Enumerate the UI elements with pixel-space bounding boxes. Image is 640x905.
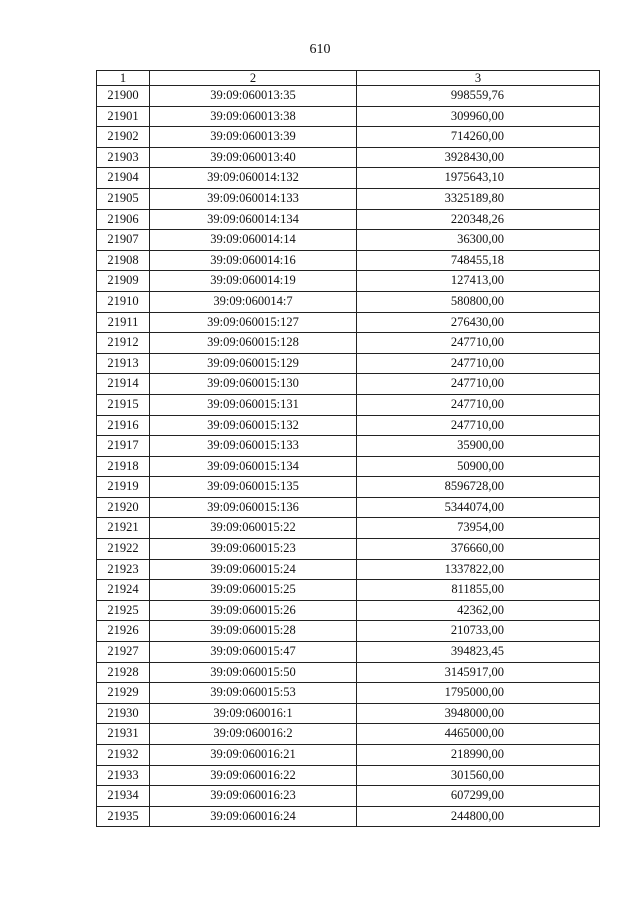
table-header-row bbox=[97, 71, 600, 86]
value-cell: 50900,00 bbox=[357, 456, 600, 477]
table-row bbox=[97, 353, 600, 374]
row-number-cell: 21918 bbox=[97, 456, 150, 477]
row-number-cell: 21902 bbox=[97, 127, 150, 148]
row-number-cell: 21915 bbox=[97, 394, 150, 415]
value-cell: 36300,00 bbox=[357, 230, 600, 251]
row-number-cell: 21914 bbox=[97, 374, 150, 395]
value-cell: 244800,00 bbox=[357, 806, 600, 827]
value-cell: 35900,00 bbox=[357, 436, 600, 457]
page-number: 610 bbox=[309, 42, 331, 57]
table-row bbox=[97, 580, 600, 601]
table-row bbox=[97, 436, 600, 457]
table-row bbox=[97, 209, 600, 230]
row-number-cell: 21933 bbox=[97, 765, 150, 786]
row-number-cell: 21923 bbox=[97, 559, 150, 580]
value-cell: 247710,00 bbox=[357, 333, 600, 354]
row-number-cell: 21907 bbox=[97, 230, 150, 251]
value-cell: 73954,00 bbox=[357, 518, 600, 539]
cadastral-number-cell: 39:09:060015:47 bbox=[150, 642, 357, 663]
cadastral-number-cell: 39:09:060015:28 bbox=[150, 621, 357, 642]
table-row bbox=[97, 333, 600, 354]
value-cell: 811855,00 bbox=[357, 580, 600, 601]
cadastral-number-cell: 39:09:060014:16 bbox=[150, 250, 357, 271]
table-row bbox=[97, 662, 600, 683]
table-row bbox=[97, 477, 600, 498]
row-number-cell: 21934 bbox=[97, 786, 150, 807]
cadastral-number-cell: 39:09:060015:136 bbox=[150, 497, 357, 518]
table-body bbox=[97, 86, 600, 827]
cadastral-number-cell: 39:09:060016:1 bbox=[150, 703, 357, 724]
cadastral-number-cell: 39:09:060015:26 bbox=[150, 600, 357, 621]
value-cell: 1337822,00 bbox=[357, 559, 600, 580]
table-row bbox=[97, 127, 600, 148]
cadastral-number-cell: 39:09:060015:127 bbox=[150, 312, 357, 333]
cadastral-number-cell: 39:09:060015:53 bbox=[150, 683, 357, 704]
value-cell: 301560,00 bbox=[357, 765, 600, 786]
cadastral-number-cell: 39:09:060015:128 bbox=[150, 333, 357, 354]
row-number-cell: 21935 bbox=[97, 806, 150, 827]
value-cell: 247710,00 bbox=[357, 353, 600, 374]
cadastral-number-cell: 39:09:060015:130 bbox=[150, 374, 357, 395]
cadastral-number-cell: 39:09:060015:132 bbox=[150, 415, 357, 436]
table-row bbox=[97, 250, 600, 271]
row-number-cell: 21921 bbox=[97, 518, 150, 539]
cadastral-number-cell: 39:09:060014:14 bbox=[150, 230, 357, 251]
value-cell: 607299,00 bbox=[357, 786, 600, 807]
table-row bbox=[97, 456, 600, 477]
table-row bbox=[97, 230, 600, 251]
column-header-1: 1 bbox=[97, 71, 150, 86]
value-cell: 247710,00 bbox=[357, 374, 600, 395]
cadastral-number-cell: 39:09:060015:133 bbox=[150, 436, 357, 457]
table-row bbox=[97, 806, 600, 827]
cadastral-number-cell: 39:09:060015:135 bbox=[150, 477, 357, 498]
value-cell: 220348,26 bbox=[357, 209, 600, 230]
row-number-cell: 21916 bbox=[97, 415, 150, 436]
cadastral-number-cell: 39:09:060013:38 bbox=[150, 106, 357, 127]
row-number-cell: 21910 bbox=[97, 291, 150, 312]
value-cell: 394823,45 bbox=[357, 642, 600, 663]
cadastral-value-table bbox=[96, 70, 600, 827]
cadastral-number-cell: 39:09:060015:50 bbox=[150, 662, 357, 683]
row-number-cell: 21926 bbox=[97, 621, 150, 642]
table-row bbox=[97, 147, 600, 168]
cadastral-number-cell: 39:09:060015:129 bbox=[150, 353, 357, 374]
table-row bbox=[97, 765, 600, 786]
row-number-cell: 21900 bbox=[97, 86, 150, 107]
table-row bbox=[97, 86, 600, 107]
table-row bbox=[97, 374, 600, 395]
cadastral-number-cell: 39:09:060015:25 bbox=[150, 580, 357, 601]
cadastral-number-cell: 39:09:060014:19 bbox=[150, 271, 357, 292]
row-number-cell: 21917 bbox=[97, 436, 150, 457]
row-number-cell: 21931 bbox=[97, 724, 150, 745]
cadastral-number-cell: 39:09:060014:134 bbox=[150, 209, 357, 230]
value-cell: 714260,00 bbox=[357, 127, 600, 148]
cadastral-number-cell: 39:09:060016:24 bbox=[150, 806, 357, 827]
value-cell: 1795000,00 bbox=[357, 683, 600, 704]
value-cell: 218990,00 bbox=[357, 745, 600, 766]
value-cell: 5344074,00 bbox=[357, 497, 600, 518]
table-row bbox=[97, 188, 600, 209]
value-cell: 998559,76 bbox=[357, 86, 600, 107]
cadastral-number-cell: 39:09:060015:24 bbox=[150, 559, 357, 580]
table-row bbox=[97, 168, 600, 189]
row-number-cell: 21912 bbox=[97, 333, 150, 354]
row-number-cell: 21930 bbox=[97, 703, 150, 724]
row-number-cell: 21932 bbox=[97, 745, 150, 766]
value-cell: 276430,00 bbox=[357, 312, 600, 333]
table-row bbox=[97, 786, 600, 807]
row-number-cell: 21904 bbox=[97, 168, 150, 189]
cadastral-number-cell: 39:09:060013:35 bbox=[150, 86, 357, 107]
table-row bbox=[97, 291, 600, 312]
table-row bbox=[97, 642, 600, 663]
row-number-cell: 21903 bbox=[97, 147, 150, 168]
row-number-cell: 21919 bbox=[97, 477, 150, 498]
table-row bbox=[97, 703, 600, 724]
table-row bbox=[97, 600, 600, 621]
row-number-cell: 21909 bbox=[97, 271, 150, 292]
cadastral-number-cell: 39:09:060016:21 bbox=[150, 745, 357, 766]
row-number-cell: 21927 bbox=[97, 642, 150, 663]
cadastral-number-cell: 39:09:060015:22 bbox=[150, 518, 357, 539]
value-cell: 247710,00 bbox=[357, 415, 600, 436]
value-cell: 3145917,00 bbox=[357, 662, 600, 683]
value-cell: 42362,00 bbox=[357, 600, 600, 621]
cadastral-number-cell: 39:09:060016:2 bbox=[150, 724, 357, 745]
value-cell: 247710,00 bbox=[357, 394, 600, 415]
cadastral-number-cell: 39:09:060014:133 bbox=[150, 188, 357, 209]
row-number-cell: 21908 bbox=[97, 250, 150, 271]
table-row bbox=[97, 518, 600, 539]
column-header-3: 3 bbox=[357, 71, 600, 86]
cadastral-number-cell: 39:09:060013:40 bbox=[150, 147, 357, 168]
value-cell: 1975643,10 bbox=[357, 168, 600, 189]
row-number-cell: 21913 bbox=[97, 353, 150, 374]
cadastral-number-cell: 39:09:060015:134 bbox=[150, 456, 357, 477]
cadastral-number-cell: 39:09:060014:7 bbox=[150, 291, 357, 312]
table-row bbox=[97, 621, 600, 642]
cadastral-number-cell: 39:09:060016:23 bbox=[150, 786, 357, 807]
table-row bbox=[97, 415, 600, 436]
table-row bbox=[97, 724, 600, 745]
cadastral-number-cell: 39:09:060016:22 bbox=[150, 765, 357, 786]
row-number-cell: 21920 bbox=[97, 497, 150, 518]
table-row bbox=[97, 539, 600, 560]
value-cell: 4465000,00 bbox=[357, 724, 600, 745]
value-cell: 748455,18 bbox=[357, 250, 600, 271]
table-row bbox=[97, 745, 600, 766]
value-cell: 210733,00 bbox=[357, 621, 600, 642]
row-number-cell: 21929 bbox=[97, 683, 150, 704]
value-cell: 376660,00 bbox=[357, 539, 600, 560]
row-number-cell: 21928 bbox=[97, 662, 150, 683]
row-number-cell: 21925 bbox=[97, 600, 150, 621]
value-cell: 8596728,00 bbox=[357, 477, 600, 498]
cadastral-number-cell: 39:09:060015:23 bbox=[150, 539, 357, 560]
column-header-2: 2 bbox=[150, 71, 357, 86]
row-number-cell: 21922 bbox=[97, 539, 150, 560]
value-cell: 3325189,80 bbox=[357, 188, 600, 209]
cadastral-number-cell: 39:09:060013:39 bbox=[150, 127, 357, 148]
value-cell: 3928430,00 bbox=[357, 147, 600, 168]
table-row bbox=[97, 271, 600, 292]
table-row bbox=[97, 559, 600, 580]
table-row bbox=[97, 394, 600, 415]
row-number-cell: 21906 bbox=[97, 209, 150, 230]
cadastral-number-cell: 39:09:060015:131 bbox=[150, 394, 357, 415]
row-number-cell: 21905 bbox=[97, 188, 150, 209]
table-row bbox=[97, 683, 600, 704]
table-row bbox=[97, 106, 600, 127]
value-cell: 127413,00 bbox=[357, 271, 600, 292]
table-row bbox=[97, 312, 600, 333]
row-number-cell: 21924 bbox=[97, 580, 150, 601]
value-cell: 3948000,00 bbox=[357, 703, 600, 724]
cadastral-number-cell: 39:09:060014:132 bbox=[150, 168, 357, 189]
row-number-cell: 21901 bbox=[97, 106, 150, 127]
value-cell: 309960,00 bbox=[357, 106, 600, 127]
row-number-cell: 21911 bbox=[97, 312, 150, 333]
table-row bbox=[97, 497, 600, 518]
value-cell: 580800,00 bbox=[357, 291, 600, 312]
